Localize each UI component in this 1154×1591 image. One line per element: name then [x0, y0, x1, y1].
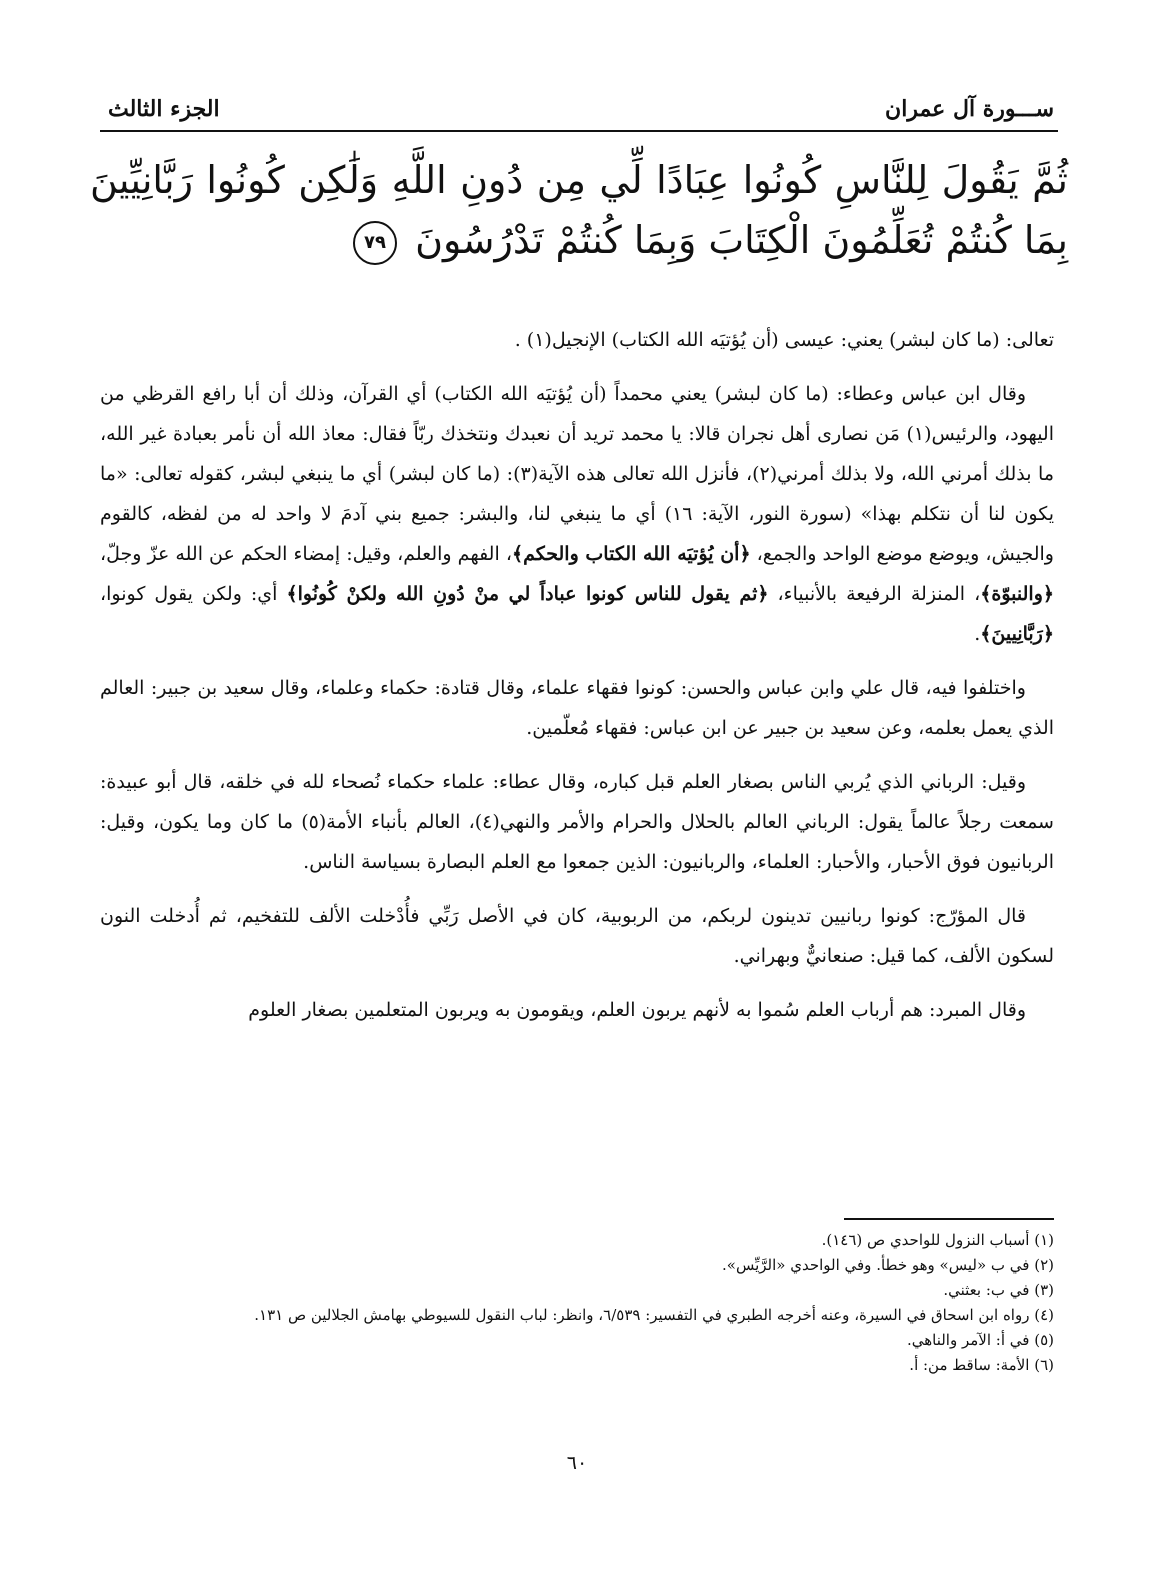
paragraph-text: ، الفهم والعلم، وقيل: إمضاء الحكم عن الله عزّ وجلّ، — [100, 543, 512, 565]
verse-text: ثُمَّ يَقُولَ لِلنَّاسِ كُونُوا عِبَادًا لِّي مِن دُونِ اللَّهِ وَلَٰكِن كُونُوا رَبَّانِيِّينَ بِمَا كُنتُمْ تُعَلِّمُونَ الْكِتَابَ وَبِمَا كُنتُمْ تَدْرُسُونَ — [90, 158, 1068, 262]
footnotes — [100, 1228, 1054, 1378]
paragraph: وقال المبرد: هم أرباب العلم سُموا به لأنهم يربون العلم، ويقومون به ويربون المتعلمين بصغار العلوم — [248, 999, 1026, 1021]
paragraph-text: وقال ابن عباس وعطاء: (ما كان لبشر) يعني محمداً (أن يُؤتيَه الله الكتاب) أي القرآن، وذلك أن أبا رافع القرظي من اليهود، والرئيس(١) مَن نصارى أهل نجران قالا: يا محمد تريد أن نعبدك ونتخذك ربّاً فقال: معاذ الله أن نأمر بعبادة غير الله، ما بذلك أمرني الله، ولا بذلك أمرني(٢)، فأنزل الله تعالى هذه الآية(٣): (ما كان لبشر) أي ما ينبغي لبشر، كقوله تعالى: «ما يكون لنا أن نتكلم بهذا» (سورة النور، الآية: ١٦) أي ما ينبغي لنا، والبشر: جميع بني آدمَ لا واحد له من لفظه، كالقوم والجيش، ويوضع موضع الواحد والجمع، — [100, 383, 1055, 565]
paragraph-text: ، المنزلة الرفيعة بالأنبياء، — [768, 583, 981, 605]
part-title: الجزء الثالث — [108, 96, 220, 122]
quoted-verse: ﴿أن يُؤتيَه الله الكتاب والحكم﴾ — [511, 543, 751, 565]
footnote: (٢) في ب «ليس» وهو خطأ. وفي الواحدي «الرَّيِّس». — [722, 1256, 1054, 1274]
paragraph-text: أي: ولكن يقول كونوا، — [100, 583, 287, 605]
footnote: (٥) في أ: الآمر والناهي. — [906, 1331, 1054, 1349]
quoted-verse: ﴿والنبوّة﴾ — [980, 583, 1054, 605]
ayah-number-marker: ٧٩ — [353, 221, 397, 265]
paragraph: وقيل: الرباني الذي يُربي الناس بصغار العلم قبل كباره، وقال عطاء: علماء حكماء نُصحاء لله في خلقه، قال أبو عبيدة: سمعت رجلاً عالماً يقول: الرباني العالم بالحلال والحرام والأمر والنهي(٤)، العالم بأنباء الأمة(٥) ما كان وما يكون، وقيل: الربانيون فوق الأحبار، والأحبار: العلماء، والربانيون: الذين جمعوا مع العلم البصارة بسياسة الناس. — [100, 771, 1054, 873]
quoted-verse: ﴿رَبَّانِيينَ﴾ — [980, 623, 1054, 645]
paragraph — [100, 374, 1054, 654]
running-header — [100, 92, 1058, 132]
commentary-body — [100, 320, 1054, 1044]
page-number: ٦٠ — [566, 1452, 588, 1474]
quoted-verse: ﴿ثم يقول للناس كونوا عباداً لي منْ دُونِ الله ولكنْ كُونُوا﴾ — [286, 583, 769, 605]
footnote-divider — [844, 1218, 1054, 1220]
paragraph: واختلفوا فيه، قال علي وابن عباس والحسن: كونوا فقهاء علماء، وقال قتادة: حكماء وعلماء، وقال سعيد بن جبير: العالم الذي يعمل بعلمه، وعن سعيد بن جبير عن ابن عباس: فقهاء مُعلّمين. — [100, 677, 1054, 739]
paragraph: قال المؤرّج: كونوا ربانيين تدينون لربكم، من الربوبية، كان في الأصل رَبِّي فأُدْخلت الألف للتفخيم، ثم أُدخلت النون لسكون الألف، كما قيل: صنعانيٌّ وبهراني. — [100, 905, 1054, 967]
footnote: (٦) الأمة: ساقط من: أ. — [909, 1356, 1054, 1374]
footnote: (٤) رواه ابن اسحاق في السيرة، وعنه أخرجه الطبري في التفسير: ٦/٥٣٩، وانظر: لباب النقول للسيوطي بهامش الجلالين ص ١٣١. — [254, 1306, 1054, 1324]
quran-verse — [90, 150, 1068, 270]
surah-title: ســـورة آل عمران — [885, 96, 1054, 122]
footnote: (٣) في ب: بعثني. — [943, 1281, 1054, 1299]
paragraph-text: . — [974, 623, 981, 645]
footnote: (١) أسباب النزول للواحدي ص (١٤٦). — [821, 1231, 1054, 1249]
paragraph: تعالى: (ما كان لبشر) يعني: عيسى (أن يُؤتيَه الله الكتاب) الإنجيل(١) . — [514, 329, 1054, 351]
